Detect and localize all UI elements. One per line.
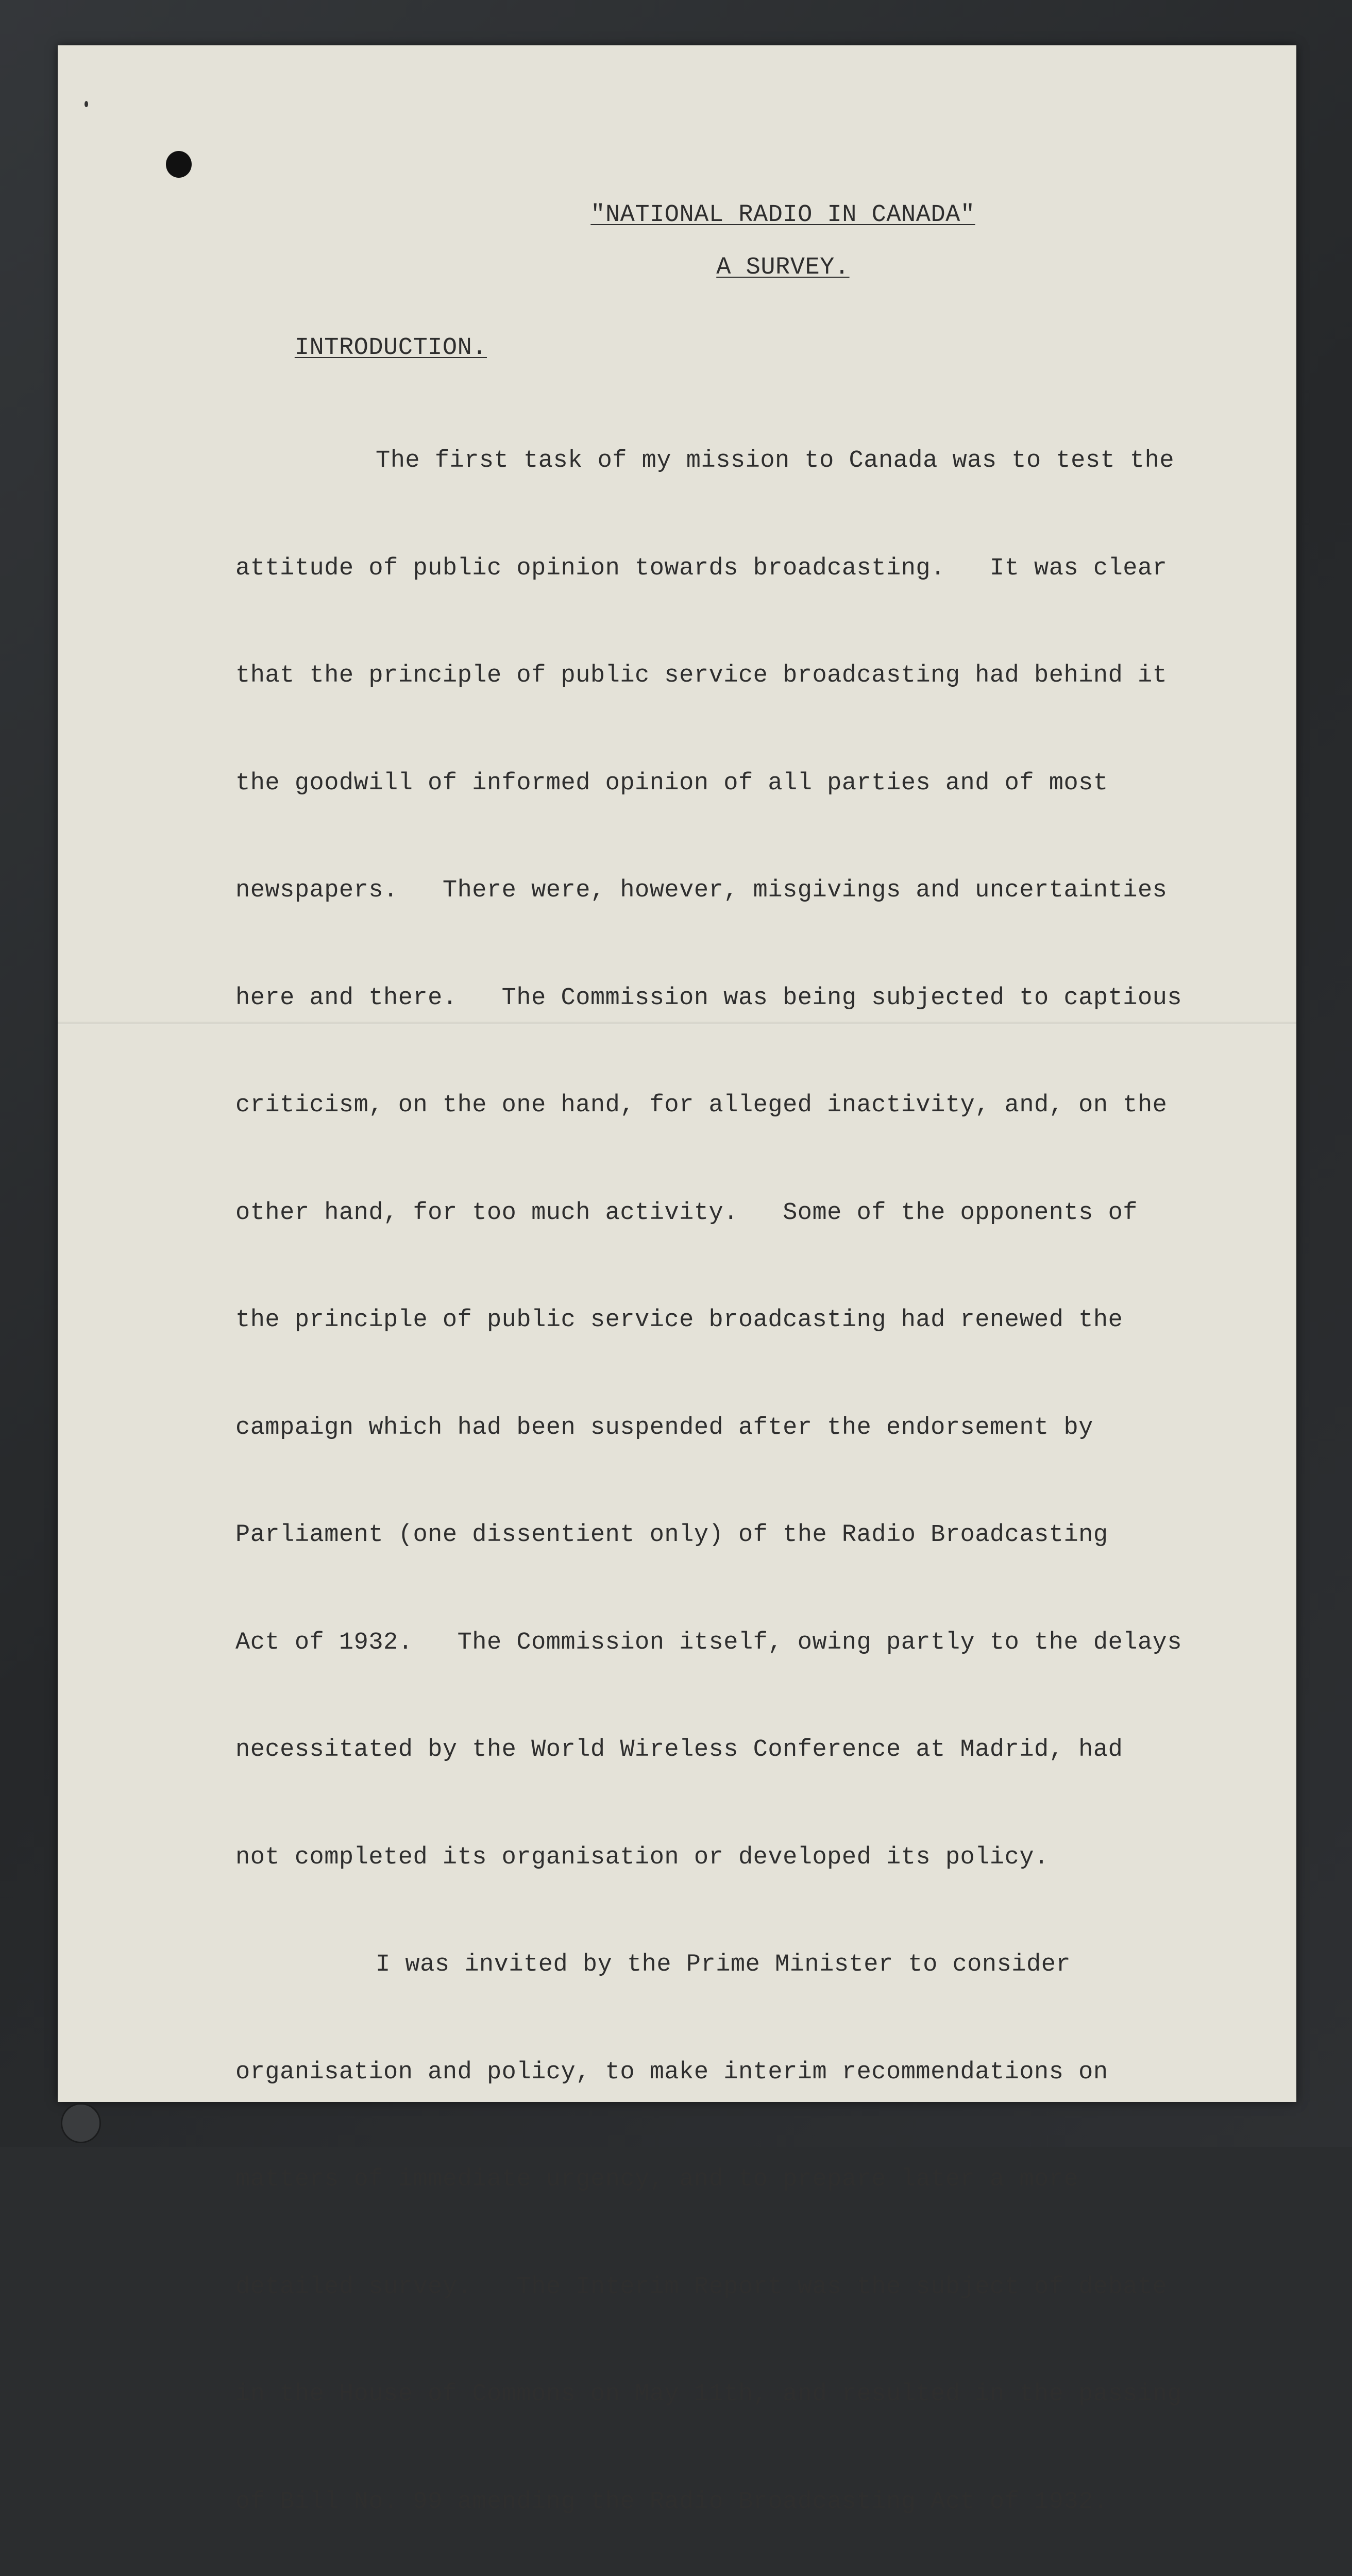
text-line: necessitated by the World Wireless Conference at Madrid, had <box>235 1736 1123 1764</box>
binder-hole-mark <box>61 2103 101 2143</box>
text-line: the principle of public service broadcasting had renewed the <box>235 1307 1123 1334</box>
section-heading-text: INTRODUCTION. <box>294 334 487 362</box>
text-line: matters of immediate urgency, and to prepare later a more <box>235 2166 1079 2193</box>
text-line: the goodwill of informed opinion of all parties and of most <box>235 769 1108 797</box>
text-line: newspapers. There were, however, misgivings and uncertainties <box>235 877 1168 904</box>
text-line: of Bill No. 99 amending the Radio Broadcasting Act of 1932. <box>235 2488 1108 2516</box>
document-subtitle <box>470 227 1037 309</box>
text-line: in the House of Commons on May 11th, and resulted in the passing <box>235 2381 1182 2408</box>
text-line: attitude of public opinion towards broadcasting. It was clear <box>235 554 1168 582</box>
text-line: criticism, on the one hand, for alleged inactivity, and, on the <box>235 1092 1168 1119</box>
text-line: The first task of my mission to Canada was to test the <box>376 447 1175 474</box>
text-line: not completed its organisation or developed its policy. <box>235 1843 1049 1871</box>
text-line: other hand, for too much activity. Some of the opponents of <box>235 1199 1138 1227</box>
document-page <box>58 45 1296 2516</box>
text-line: Act of 1932. The Commission itself, owing partly to the delays <box>235 1629 1182 1656</box>
document-subtitle-text: A SURVEY. <box>716 254 850 281</box>
text-line: campaign which had been suspended after the endorsement by <box>235 1414 1093 1442</box>
section-heading <box>235 307 487 389</box>
ink-speck <box>84 101 88 107</box>
text-line: detailed survey. The Interim Report was the subject of debate <box>235 2273 1168 2301</box>
text-line: I was invited by the Prime Minister to consider <box>376 1951 1071 1978</box>
text-line: here and there. The Commission was being subjected to captious <box>235 984 1182 1012</box>
document-title-text: "NATIONAL RADIO IN CANADA" <box>590 201 975 229</box>
text-line: organisation and policy, to make interim recommendations on <box>235 2058 1108 2086</box>
punch-hole-mark <box>166 151 192 178</box>
text-line: that the principle of public service broadcasting had behind it <box>235 662 1168 689</box>
text-line: Parliament (one dissentient only) of the Radio Broadcasting <box>235 1521 1108 1549</box>
body-text <box>235 380 1287 2576</box>
